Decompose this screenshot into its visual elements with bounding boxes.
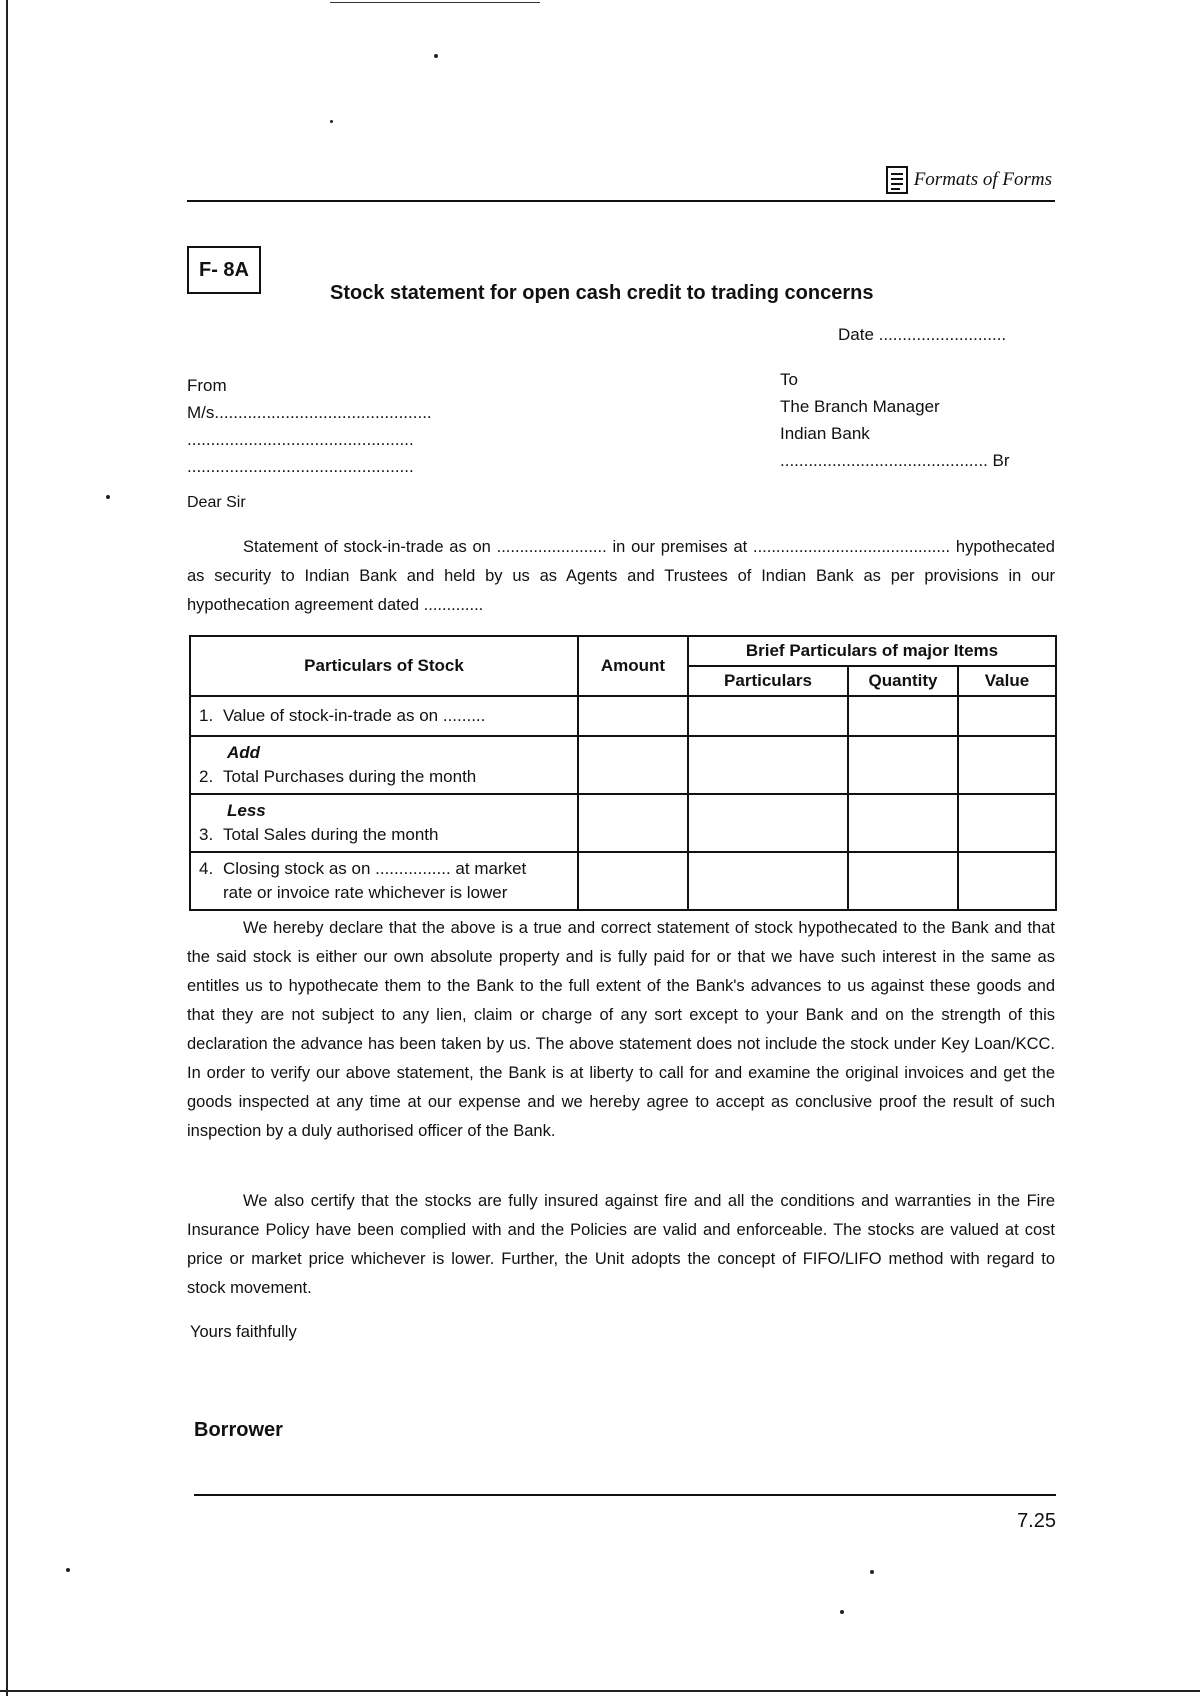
scan-edge-left [6, 0, 8, 1696]
stock-table [189, 635, 1057, 911]
to-line: ............................................ Br [780, 451, 1010, 470]
salutation: Dear Sir [187, 494, 246, 511]
row-text: Total Sales during the month [223, 825, 439, 844]
amount-cell [578, 696, 688, 736]
to-line: The Branch Manager [780, 397, 940, 416]
table-row [190, 696, 1056, 736]
amount-cell [578, 736, 688, 794]
row-number: 2. [199, 767, 214, 786]
header-amount: Amount [578, 636, 688, 696]
row-text: Closing stock as on ................ at market [223, 859, 527, 878]
signatory: Borrower [194, 1419, 283, 1441]
row-text: Total Purchases during the month [223, 767, 477, 786]
scan-speck [106, 495, 110, 499]
table-row [190, 852, 1056, 910]
quantity-cell [848, 794, 958, 852]
document-icon [886, 166, 908, 194]
from-line: ................................................ [187, 430, 414, 449]
row-prefix: Add [227, 743, 261, 762]
to-address-block [780, 366, 1010, 474]
amount-cell [578, 852, 688, 910]
section-header [886, 166, 1052, 194]
form-title: Stock statement for open cash credit to trading concerns [330, 282, 874, 304]
value-cell [958, 794, 1056, 852]
value-cell [958, 736, 1056, 794]
from-address-block [187, 372, 432, 480]
row-label [190, 852, 578, 910]
header-brief-particulars: Brief Particulars of major Items [688, 636, 1056, 666]
header-rule [187, 200, 1055, 202]
header-particulars-of-stock: Particulars of Stock [190, 636, 578, 696]
row-prefix: Less [227, 801, 266, 820]
scan-edge-top [330, 2, 540, 3]
from-label: From [187, 376, 227, 395]
quantity-cell [848, 696, 958, 736]
scan-speck [840, 1610, 844, 1614]
footer-rule [194, 1494, 1056, 1496]
table-row [190, 794, 1056, 852]
page-number: 7.25 [1017, 1510, 1056, 1532]
quantity-cell [848, 736, 958, 794]
row-number: 1. [199, 706, 214, 725]
declaration-paragraph [187, 914, 1055, 1146]
amount-cell [578, 794, 688, 852]
scan-speck [870, 1570, 874, 1574]
table-row [190, 736, 1056, 794]
statement-paragraph [187, 533, 1055, 620]
particulars-cell [688, 852, 848, 910]
form-code-box: F- 8A [187, 246, 261, 294]
section-title: Formats of Forms [913, 169, 1052, 190]
scan-edge-bottom [0, 1690, 1200, 1692]
header-particulars: Particulars [688, 666, 848, 696]
particulars-cell [688, 736, 848, 794]
particulars-cell [688, 696, 848, 736]
from-line: M/s.............................................. [187, 403, 432, 422]
insurance-paragraph [187, 1187, 1055, 1303]
row-label [190, 736, 578, 794]
scan-speck [66, 1568, 70, 1572]
to-label: To [780, 370, 798, 389]
row-label [190, 794, 578, 852]
closing: Yours faithfully [190, 1323, 297, 1341]
statement-text: Statement of stock-in-trade as on ........................ in our premises at ........................................... hypothecated as security to Indian Bank and held by us as Agents and Trustees of Indian Bank as per provisions in our hypothecation agreement dated ............. [187, 538, 1055, 614]
scan-speck [330, 120, 333, 123]
row-text: Value of stock-in-trade as on ......... [223, 706, 486, 725]
row-number: 4. [199, 859, 214, 878]
header-quantity: Quantity [848, 666, 958, 696]
row-label [190, 696, 578, 736]
to-line: Indian Bank [780, 424, 870, 443]
header-value: Value [958, 666, 1056, 696]
declaration-text: We hereby declare that the above is a true and correct statement of stock hypothecated to the Bank and that the said stock is either our own absolute property and is fully paid for or that we have such interest in the same as entitles us to hypothecate them to the Bank to the full extent of the Bank's advances to us against these goods and that they are not subject to any lien, claim or charge of any sort except to your Bank and on the strength of this declaration the advance has been taken by us. The above statement does not include the stock under Key Loan/KCC. In order to verify our above statement, the Bank is at liberty to call for and examine the original invoices and get the goods inspected at any time at our expense and we hereby agree to accept as conclusive proof the result of such inspection by a duly authorised officer of the Bank. [187, 919, 1055, 1140]
date-field: Date ........................... [838, 325, 1007, 344]
value-cell [958, 696, 1056, 736]
row-number: 3. [199, 825, 214, 844]
from-line: ................................................ [187, 457, 414, 476]
row-text-continued: rate or invoice rate whichever is lower [223, 883, 508, 902]
value-cell [958, 852, 1056, 910]
quantity-cell [848, 852, 958, 910]
scan-speck [434, 54, 438, 58]
insurance-text: We also certify that the stocks are fully insured against fire and all the conditions and warranties in the Fire Insurance Policy have been complied with and the Policies are valid and enforceable. The stocks are valued at cost price or market price whichever is lower. Further, the Unit adopts the concept of FIFO/LIFO method with regard to stock movement. [187, 1192, 1055, 1297]
particulars-cell [688, 794, 848, 852]
table-header-row [190, 636, 1056, 666]
